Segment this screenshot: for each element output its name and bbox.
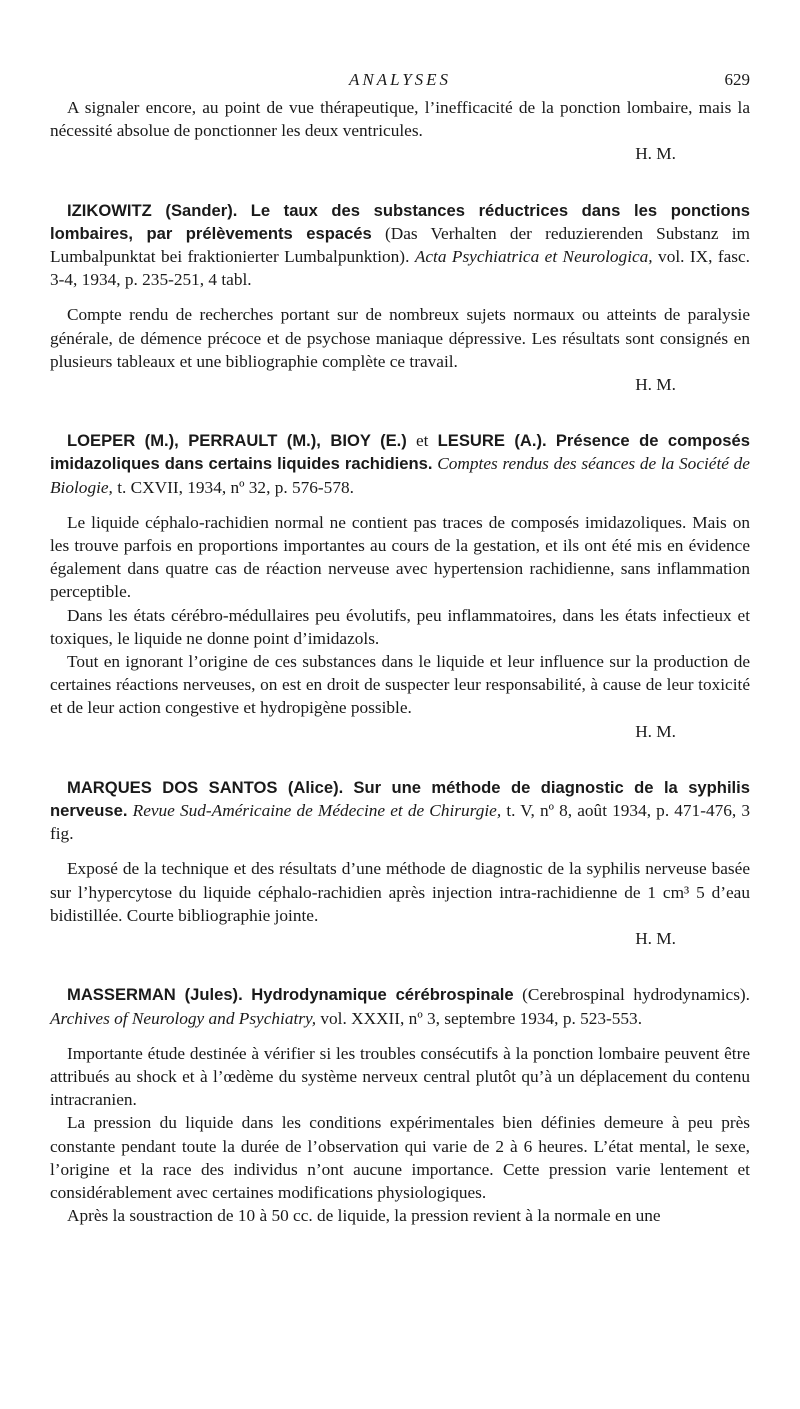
author-connector: et — [406, 431, 438, 451]
signature: H. M. — [635, 929, 676, 949]
citation-details: vol. XXXII, nº 3, septembre 1934, p. 523-553. — [316, 1008, 643, 1028]
author-name: IZIKOWITZ (Sander). — [67, 200, 238, 220]
signature: H. M. — [635, 144, 676, 164]
original-title: (Cerebrospinal hydrodynamics). — [513, 985, 750, 1005]
signature: H. M. — [635, 375, 676, 395]
signature: H. M. — [635, 721, 676, 741]
intro-paragraph: A signaler encore, au point de vue thérapeutique, l’inefficacité de la ponction lombaire, mais la nécessité absolue de ponctionner les deux ventricules. — [50, 98, 750, 141]
analysis-entry-marques-dos-santos — [50, 776, 750, 950]
author-name: MASSERMAN (Jules). — [67, 985, 243, 1005]
entry-paragraph: Importante étude destinée à vérifier si les troubles consécutifs à la ponction lombaire peuvent être attribués au shock et à l’œdème du système nerveux central plutôt qu’à un déplacement du contenu intracranien. — [50, 1043, 750, 1110]
article-title: Sur une méthode de diagnostic de la syphilis nerveuse. — [50, 777, 750, 821]
page-number: 629 — [724, 70, 750, 89]
journal-name: Revue Sud-Américaine de Médecine et de Chirurgie, — [132, 801, 502, 821]
author-name: LOEPER (M.), PERRAULT (M.), BIOY (E.) — [67, 431, 407, 451]
entry-paragraph: La pression du liquide dans les conditions expérimentales bien définies demeure à peu près constante pendant toute la durée de l’observation qui varie de 2 à 6 heures. L’état mental, le sexe, l’origine et la race des individus n’ont aucune importance. Cette pression varie lentement et considérablement avec certaines modifications physiologiques. — [50, 1113, 750, 1202]
entry-paragraph: Après la soustraction de 10 à 50 cc. de liquide, la pression revient à la normale en une — [67, 1206, 661, 1226]
entry-heading — [50, 429, 750, 499]
journal-name: Comptes rendus des séances de la Société de Biologie, — [50, 454, 750, 497]
citation-details: vol. IX, fasc. 3-4, 1934, p. 235-251, 4 tabl. — [50, 247, 750, 290]
entry-heading — [50, 199, 750, 292]
entry-paragraph: Exposé de la technique et des résultats d’une méthode de diagnostic de la syphilis nerveuse basée sur l’hypercytose du liquide céphalo-rachidien après injection intra-rachidienne de 1 cm³ 5 d’eau bidistillée. Courte bibliographie jointe. — [50, 859, 750, 925]
original-title: (Das Verhalten der reduzierenden Substanz im Lumbalpunktat bei fraktionierter Lumbalpunktion). — [50, 223, 751, 267]
entry-paragraph: Le liquide céphalo-rachidien normal ne contient pas traces de composés imidazoliques. Mais on les trouve parfois en proportions importantes au cours de la gestation, et ils ont été mis en évidence également dans quatre cas de réaction nerveuse avec hypertension rachidienne, sans inflammation perceptible. — [50, 512, 750, 602]
article-title: Le taux des substances réductrices dans les ponctions lombaires, par prélèvements espacés — [50, 200, 750, 243]
entry-heading — [50, 983, 750, 1029]
entry-paragraph: Compte rendu de recherches portant sur de nombreux sujets normaux ou atteints de paralysie générale, de démence précoce et de psychose maniaque dépressive. Les résultats sont consignés en plusieurs tableaux et une bibliographie complète ce travail. — [50, 305, 750, 371]
page-content — [50, 96, 750, 1227]
entry-paragraph: Dans les états cérébro-médullaires peu évolutifs, peu inflammatoires, dans les états infectieux et toxiques, le liquide ne donne point d’imidazols. — [50, 605, 750, 648]
analysis-entry-masserman — [50, 983, 750, 1227]
author-name: LESURE (A.). — [437, 431, 547, 451]
journal-name: Archives of Neurology and Psychiatry, — [50, 1008, 317, 1028]
article-title: Hydrodynamique cérébrospinale — [251, 985, 514, 1005]
intro-block — [50, 96, 750, 166]
entry-heading — [50, 776, 750, 846]
running-header — [50, 70, 750, 94]
author-name: MARQUES DOS SANTOS (Alice). — [67, 777, 344, 797]
article-title: Présence de composés imidazoliques dans certains liquides rachidiens. — [50, 431, 750, 474]
citation-details: t. CXVII, 1934, nº 32, p. 576-578. — [112, 477, 354, 497]
entry-paragraph: Tout en ignorant l’origine de ces substances dans le liquide et leur influence sur la production de certaines réactions nerveuses, on est en droit de suspecter leur responsabilité, à cause de leur toxicité et de leur action congestive et hydropigène possible. — [50, 652, 750, 718]
journal-name: Acta Psychiatrica et Neurologica, — [414, 247, 653, 267]
analysis-entry-loeper — [50, 429, 750, 743]
running-title: ANALYSES — [348, 70, 452, 89]
analysis-entry-izikowitz — [50, 199, 750, 397]
citation-details: t. V, nº 8, août 1934, p. 471-476, 3 fig. — [50, 801, 750, 844]
